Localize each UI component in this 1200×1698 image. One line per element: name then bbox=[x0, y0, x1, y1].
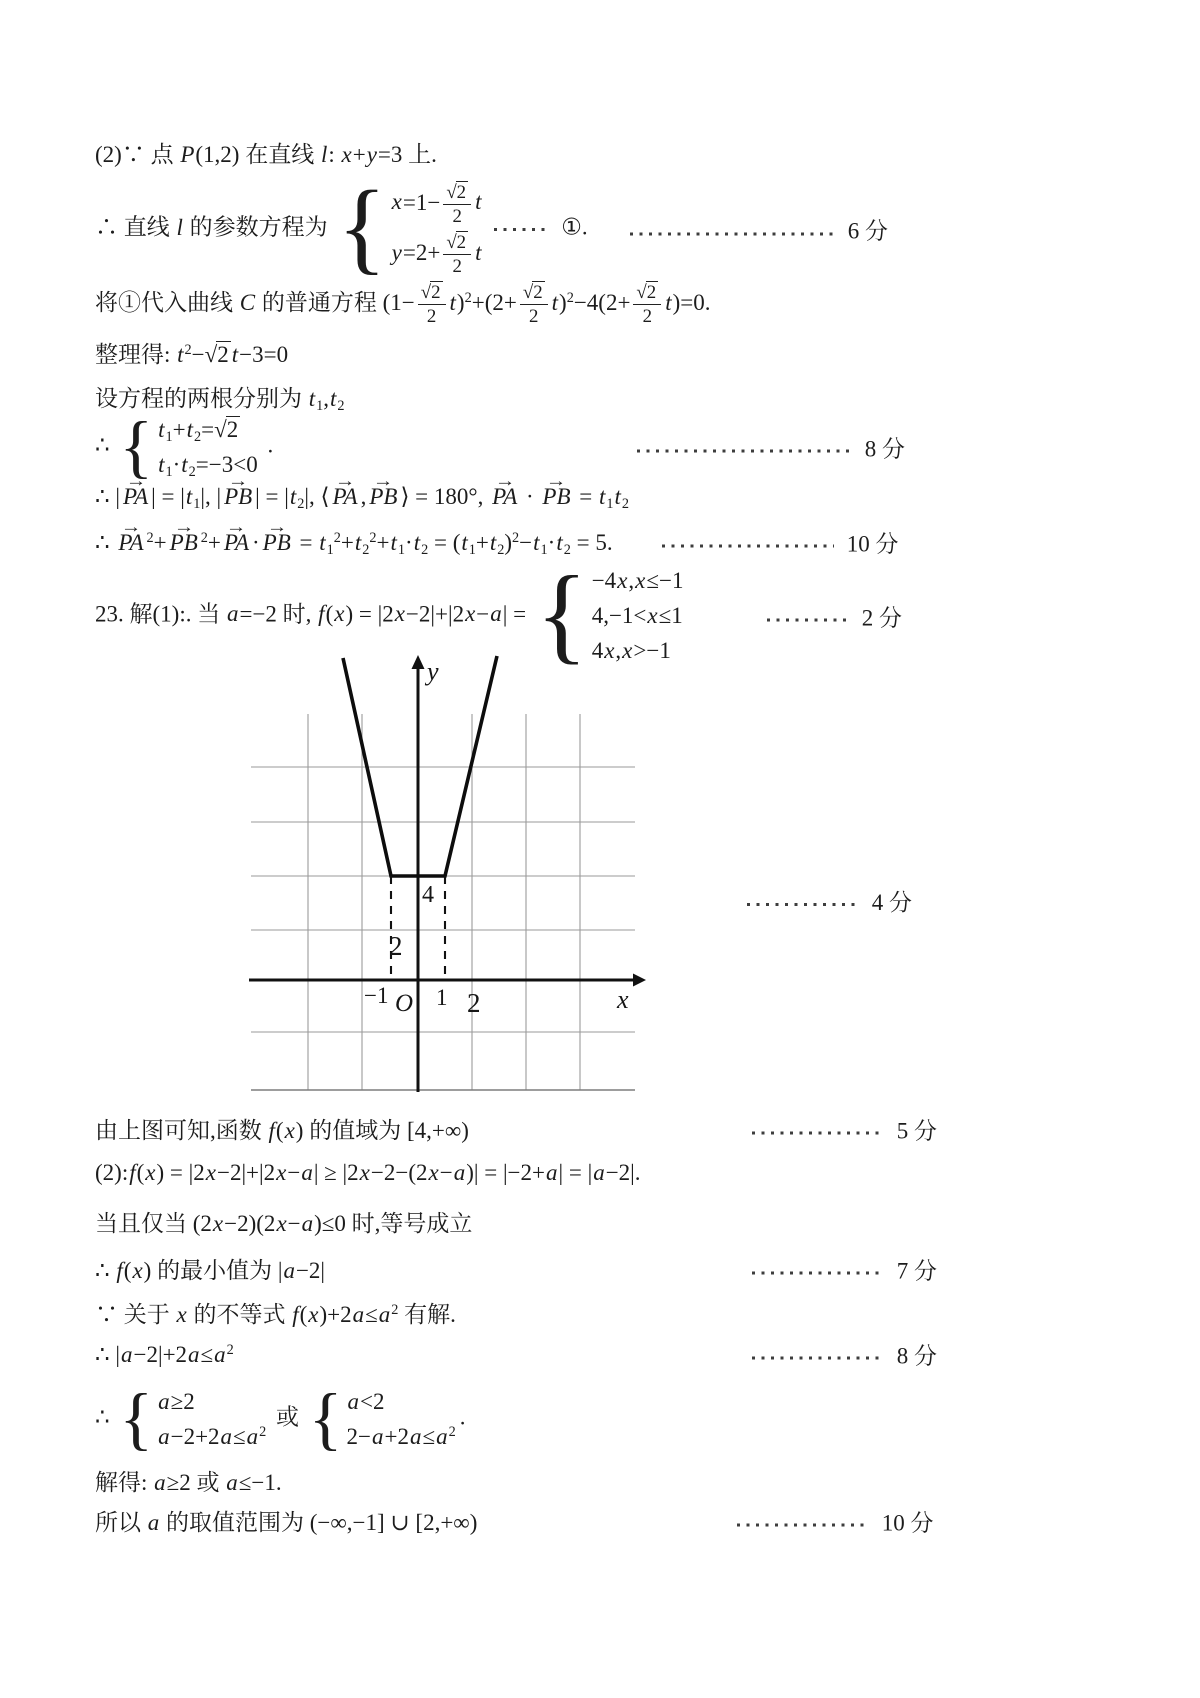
score-leader: 8 分 bbox=[745, 1337, 937, 1370]
math-text: ∵ 关于 x 的不等式 $f(x)+2a\le a^2$ 有解. bbox=[95, 1302, 456, 1327]
line-vector-magnitudes bbox=[95, 482, 629, 510]
grid-lines bbox=[251, 714, 635, 1090]
line-abs-inequality bbox=[95, 1340, 937, 1369]
line-inequality-chain bbox=[95, 1158, 641, 1186]
score-leader: 2 分 bbox=[760, 600, 902, 633]
x-axis-label: x bbox=[617, 985, 629, 1014]
score-leader: 8 分 bbox=[630, 431, 905, 464]
score-leader: 6 分 bbox=[623, 213, 888, 246]
y-axis-arrow bbox=[412, 655, 425, 669]
y-tick-4: 4 bbox=[422, 882, 434, 908]
math-text: ∴ | → PA | = $|t_1|$, | → PB | = $|t_2|$, ⟨ → PA , → PB ⟩ = 180°, → PA · → PB = $t_1t_2$ bbox=[95, 484, 629, 510]
line-parametric-equation bbox=[95, 170, 888, 284]
line-case-systems bbox=[95, 1379, 466, 1458]
math-text: ∴ → PA $^2$+ → PB $^2$+ → PA · → PB = $t_1^2+t_2^2+t_1\cdot t_2 = (t_1+t_2)^2-t_1\cdot t_2 = 5$. bbox=[95, 530, 613, 556]
line-vector-sum bbox=[95, 528, 899, 558]
line-range-of-f bbox=[95, 1112, 937, 1145]
line-solve-result bbox=[95, 1464, 282, 1497]
axes bbox=[249, 666, 635, 1092]
math-text: 23. 解(1):. 当 a=−2 时, f(x) = |2x−2|+|2x−a| = { −4x,x≤−1 4,−1<x≤1 4x,x>−1 bbox=[95, 554, 684, 674]
math-text: 由上图可知,函数 f(x) 的值域为 [4,+∞) bbox=[95, 1118, 469, 1143]
math-text: ∴ $|a-2|+2a\le a^2$ bbox=[95, 1341, 234, 1367]
line-point-on-line bbox=[95, 136, 437, 169]
math-text: 解得: a≥2 或 a≤−1. bbox=[95, 1470, 282, 1495]
score-leader: 10 分 bbox=[730, 1504, 934, 1537]
function-curve bbox=[343, 656, 497, 876]
score-leader: 10 分 bbox=[655, 525, 899, 558]
x-tick-minus1: −1 bbox=[364, 983, 389, 1008]
x-tick-1: 1 bbox=[436, 985, 448, 1010]
math-text: ∴ 直线 l 的参数方程为 { x=1− √ $\frac{2}{2}$ t y=2+ √ $\frac{2}{2}$ t ①. bbox=[95, 178, 588, 281]
score-leader: 4 分 bbox=[740, 884, 912, 917]
figure-score-line bbox=[740, 884, 912, 917]
math-text: 所以 a 的取值范围为 (−∞,−1] ∪ [2,+∞) bbox=[95, 1510, 478, 1535]
math-text: 设方程的两根分别为 $t_1,t_2$ bbox=[95, 386, 345, 414]
line-has-solution bbox=[95, 1296, 456, 1329]
line-equality-condition bbox=[95, 1205, 472, 1238]
line-substitute-curve bbox=[95, 282, 711, 327]
math-text: ∴ { a≥2 $a-2+2a\le a^2$ 或 { a<2 $2-a+2a\le a^2$ . bbox=[95, 1379, 466, 1458]
math-text: (2):f(x) = |2x−2|+|2x−a| ≥ |2x−2−(2x−a)| = |−2+a| = |a−2|. bbox=[95, 1159, 641, 1185]
function-graph bbox=[243, 648, 653, 1100]
math-text: ∴ f(x) 的最小值为 |a−2| bbox=[95, 1258, 326, 1283]
graph-svg bbox=[243, 648, 653, 1100]
line-simplified-quadratic bbox=[95, 336, 288, 369]
math-text: 将①代入曲线 C 的普通方程 (1− √ $\frac{2}{2}$ t)$^2$+(2+ √ $\frac{2}{2}$ t)$^2$−4(2+ √ $\frac{2}{2}$ t)=0. bbox=[95, 282, 711, 327]
origin-label: O bbox=[395, 990, 414, 1017]
math-text: 整理得: $t^2-$ √ 2 t−3=0 bbox=[95, 336, 288, 369]
line-final-range bbox=[95, 1504, 934, 1537]
y-tick-2: 2 bbox=[389, 931, 403, 961]
math-text: ∴ { $t_1+t_2=$ √ 2 $t_1\cdot t_2=-3<0$ . bbox=[95, 412, 273, 482]
line-minimum-value bbox=[95, 1252, 937, 1285]
math-text: (2)∵ 点 P(1,2) 在直线 l: x+y=3 上. bbox=[95, 142, 437, 167]
score-leader: 7 分 bbox=[745, 1252, 937, 1285]
x-axis-arrow bbox=[633, 974, 646, 987]
y-axis-label: y bbox=[427, 657, 439, 686]
math-text: 当且仅当 (2x−2)(2x−a)≤0 时,等号成立 bbox=[95, 1211, 473, 1236]
score-leader: 5 分 bbox=[745, 1112, 937, 1145]
x-tick-2: 2 bbox=[467, 988, 481, 1018]
